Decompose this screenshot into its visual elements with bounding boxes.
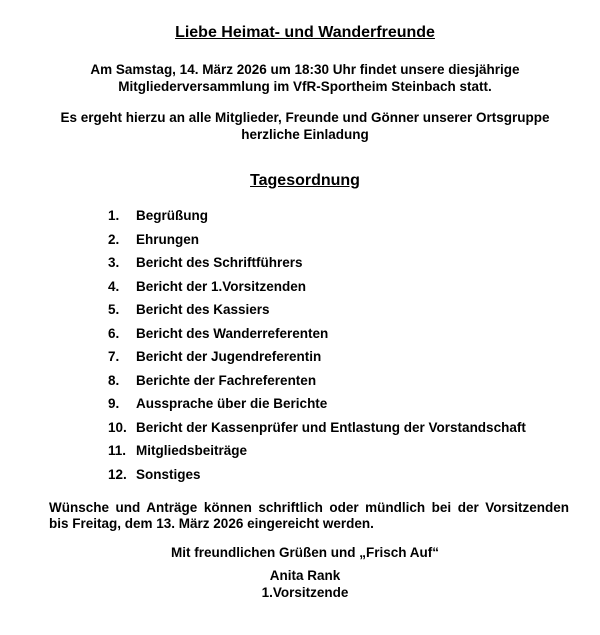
- agenda-item-number: 5.: [108, 302, 120, 317]
- agenda-item-number: 6.: [108, 325, 120, 341]
- agenda-list: [108, 206, 526, 488]
- invitation-line-2: herzliche Einladung: [241, 127, 369, 142]
- submission-notice: [49, 500, 569, 532]
- signatory-role: 1.Vorsitzende: [261, 585, 349, 600]
- agenda-item-number: 8.: [108, 372, 120, 388]
- agenda-item: [108, 347, 526, 371]
- agenda-item-number: 11.: [108, 443, 127, 458]
- submission-line-2: bis Freitag, dem 13. März 2026 eingereicht werden.: [49, 516, 374, 531]
- agenda-item: [108, 277, 526, 301]
- agenda-heading: Tagesordnung: [250, 172, 360, 189]
- agenda-item-text: Sonstiges: [136, 466, 201, 482]
- signature-block: [0, 567, 600, 601]
- document-title: Liebe Heimat- und Wanderfreunde: [175, 24, 435, 41]
- agenda-item-text: Bericht des Kassiers: [136, 302, 270, 317]
- submission-line-1: Wünsche und Anträge können schriftlich oder mündlich bei der Vorsitzenden: [49, 500, 569, 515]
- agenda-item-text: Bericht des Wanderreferenten: [136, 325, 329, 341]
- agenda-item: [108, 441, 526, 465]
- agenda-item: [108, 418, 526, 442]
- agenda-item: [108, 206, 526, 230]
- agenda-item-text: Ehrungen: [136, 231, 199, 247]
- announcement-line-1: Am Samstag, 14. März 2026 um 18:30 Uhr findet unsere diesjährige: [90, 62, 520, 77]
- agenda-item-text: Begrüßung: [136, 208, 208, 223]
- agenda-item-number: 7.: [108, 349, 120, 364]
- agenda-item-number: 3.: [108, 255, 120, 270]
- agenda-item: [108, 394, 526, 418]
- closing-greeting: Mit freundlichen Grüßen und „Frisch Auf“: [171, 545, 439, 560]
- agenda-item-text: Berichte der Fachreferenten: [136, 372, 317, 388]
- agenda-item-number: 12.: [108, 466, 127, 482]
- meeting-announcement: [0, 61, 600, 95]
- agenda-item-text: Bericht der Jugendreferentin: [136, 349, 322, 364]
- invitation-text: [0, 109, 600, 143]
- invitation-line-1: Es ergeht hierzu an alle Mitglieder, Freunde und Gönner unserer Ortsgruppe: [60, 110, 550, 125]
- agenda-item: [108, 300, 526, 324]
- agenda-item: [108, 371, 526, 395]
- agenda-item-text: Bericht des Schriftführers: [136, 255, 303, 270]
- agenda-item-number: 10.: [108, 419, 127, 435]
- agenda-item-number: 2.: [108, 231, 120, 247]
- announcement-line-2: Mitgliederversammlung im VfR-Sportheim Steinbach statt.: [118, 79, 492, 94]
- agenda-item-text: Bericht der 1.Vorsitzenden: [136, 278, 307, 294]
- agenda-item: [108, 253, 526, 277]
- agenda-item: [108, 230, 526, 254]
- agenda-item-text: Mitgliedsbeiträge: [136, 443, 248, 458]
- agenda-item-text: Bericht der Kassenprüfer und Entlastung der Vorstandschaft: [136, 419, 526, 435]
- signatory-name: Anita Rank: [269, 568, 341, 583]
- agenda-item: [108, 465, 526, 489]
- agenda-item-number: 1.: [108, 208, 120, 223]
- agenda-item-text: Aussprache über die Berichte: [136, 396, 328, 411]
- agenda-item: [108, 324, 526, 348]
- agenda-item-number: 9.: [108, 396, 120, 411]
- agenda-item-number: 4.: [108, 278, 120, 294]
